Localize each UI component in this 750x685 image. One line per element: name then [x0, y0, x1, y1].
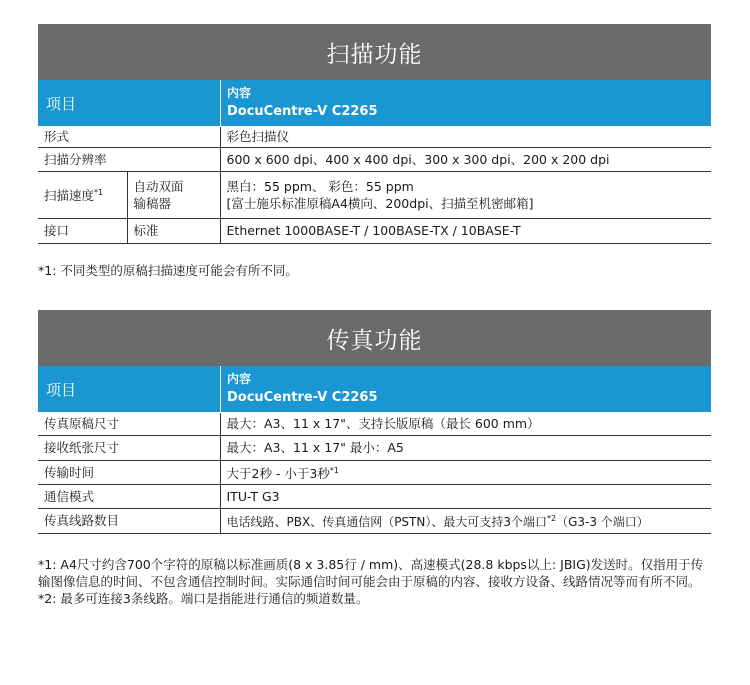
table-row: [38, 218, 711, 243]
row-value: Ethernet 1000BASE-T / 100BASE-TX / 10BASE-T: [220, 218, 711, 243]
scan-header-item: 项目: [46, 94, 77, 113]
row-value: 600 x 600 dpi、400 x 400 dpi、300 x 300 dpi、200 x 200 dpi: [220, 147, 711, 171]
footnote-mark: *1: [329, 465, 339, 475]
row-sub-label: 自动双面 输稿器: [127, 171, 220, 218]
row-value: 黑白：55 ppm、 彩色：55 ppm [富士施乐标准原稿A4横向、200dpi、扫描至机密邮箱]: [220, 171, 711, 218]
fax-spec-table: [38, 413, 711, 534]
row-label: 扫描分辨率: [38, 147, 220, 171]
row-sub-label: 标准: [127, 218, 220, 243]
row-value: 最大：A3、11 x 17"、支持长版原稿（最长 600 mm）: [220, 413, 711, 435]
row-value: 最大：A3、11 x 17" 最小：A5: [220, 435, 711, 460]
row-label: 接口: [38, 218, 127, 243]
fax-header-model: DocuCentre-V C2265: [227, 390, 378, 405]
row-label: 传输时间: [38, 460, 220, 484]
table-row: [38, 171, 711, 218]
fax-header-content: [220, 366, 711, 412]
fax-header-item: 项目: [46, 380, 77, 399]
row-label: 接收纸张尺寸: [38, 435, 220, 460]
fax-section-title: 传真功能: [38, 310, 711, 366]
row-value: 大于2秒 - 小于3秒$^{*1}$: [220, 460, 711, 484]
row-label: 形式: [38, 127, 220, 147]
row-label: 传真原稿尺寸: [38, 413, 220, 435]
fax-section: [38, 310, 711, 534]
scan-header-content-label: 内容: [227, 86, 252, 100]
table-row: [38, 127, 711, 147]
table-row: [38, 508, 711, 533]
scan-footnote: *1: 不同类型的原稿扫描速度可能会有所不同。: [38, 263, 298, 278]
scan-header-model: DocuCentre-V C2265: [227, 104, 378, 119]
footnote-mark: *1: [94, 188, 104, 198]
fax-header-content-label: 内容: [227, 372, 252, 386]
scan-table-header: [38, 80, 711, 127]
scan-header-content: [220, 80, 711, 126]
table-row: [38, 460, 711, 484]
fax-table-header: [38, 366, 711, 413]
scan-section-title: 扫描功能: [38, 24, 711, 80]
row-value: 彩色扫描仪: [220, 127, 711, 147]
row-label: 传真线路数目: [38, 508, 220, 533]
fax-footnote: *1: A4尺寸约含700个字符的原稿以标准画质(8 x 3.85行 / mm)、高速模式(28.8 kbps以上: JBIG)发送时。仅指用于传输图像信息的时间、不包含通信控制时间。实际通信时间可能会由于原稿的内容、接收方设备、线路情况等而有所不同。 *2: 最多可连接3条线路。端口是指能进行通信的频道数量。: [38, 557, 704, 606]
row-value: 电话线路、PBX、传真通信网（PSTN）、最大可支持3个端口$^{*2}$（G3-3 个端口）: [220, 508, 711, 533]
table-row: [38, 147, 711, 171]
scan-spec-table: [38, 127, 711, 244]
row-label: 扫描速度$^{*1}$: [38, 171, 127, 218]
footnote-mark: *2: [547, 514, 557, 523]
table-row: [38, 413, 711, 435]
table-row: [38, 484, 711, 508]
table-row: [38, 435, 711, 460]
row-label: 通信模式: [38, 484, 220, 508]
scan-section: [38, 24, 711, 244]
row-value: ITU-T G3: [220, 484, 711, 508]
